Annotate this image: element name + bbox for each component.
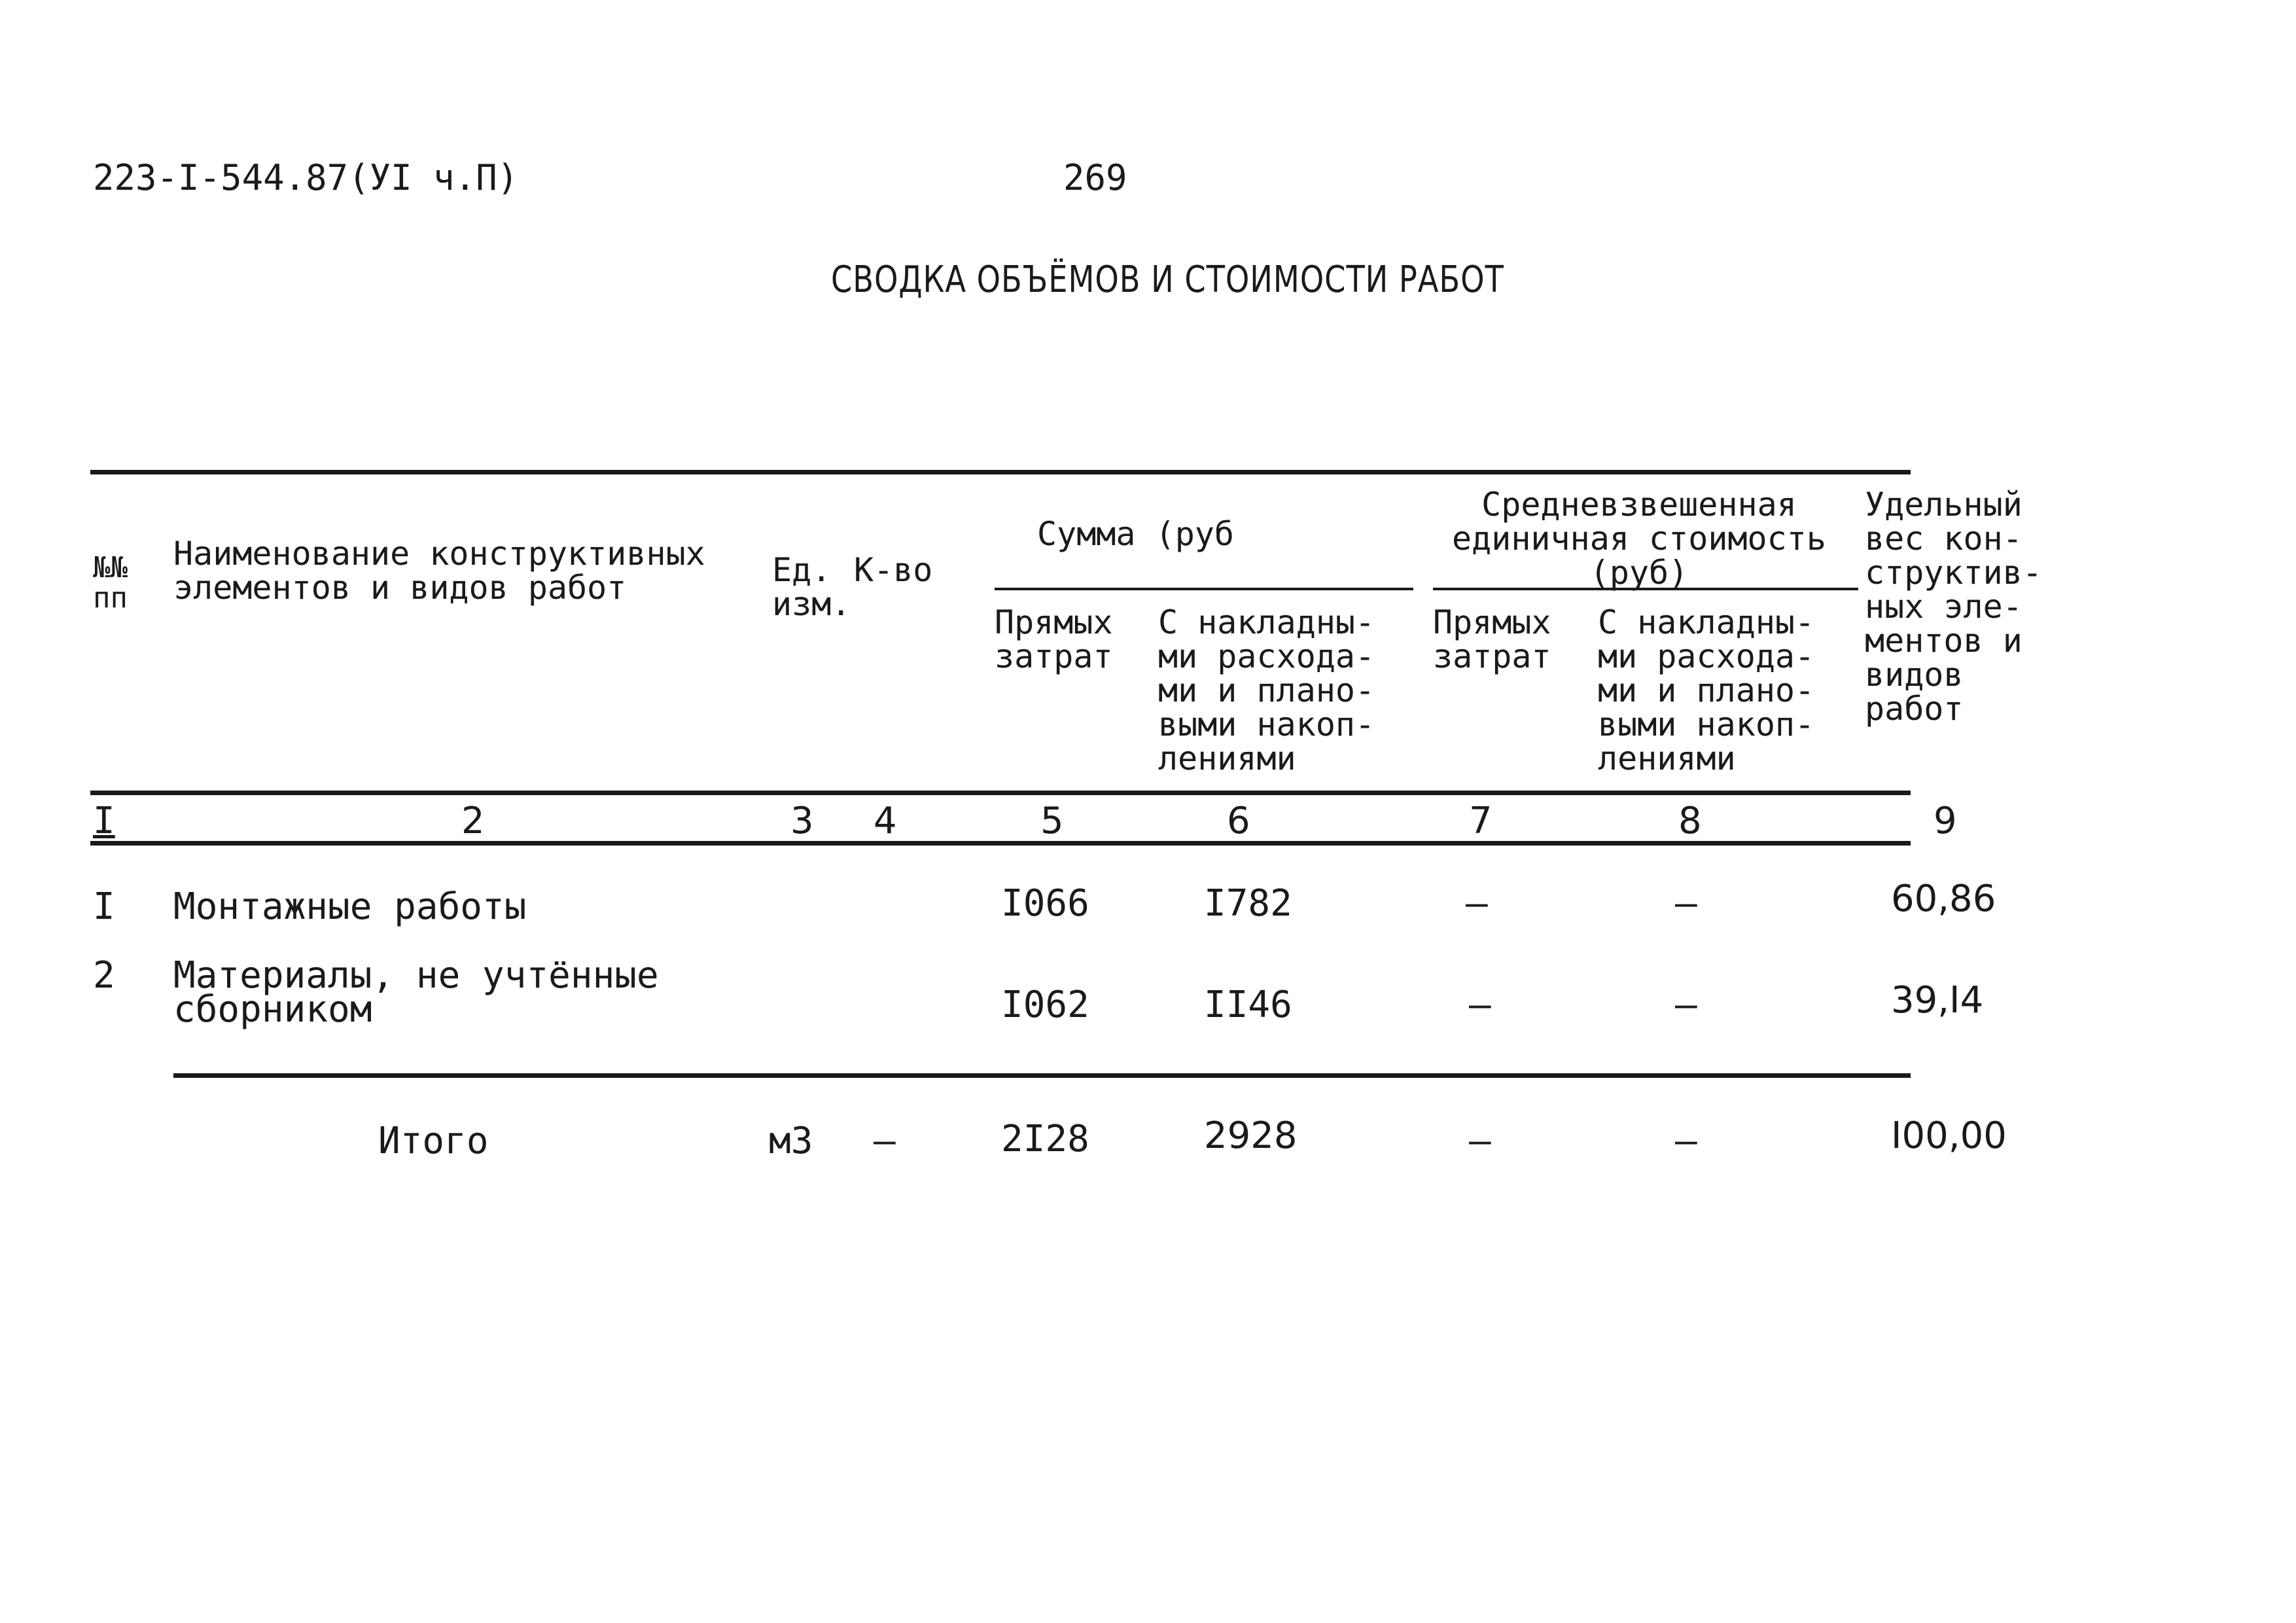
column-number-9: 9 [1934,800,1957,842]
row-avg-overhead: – [1675,882,1697,925]
row-weight: 60,86 [1891,878,1996,920]
column-number-2: 2 [461,800,485,842]
column-number-7: 7 [1469,800,1492,842]
total-sum-direct: 2I28 [1001,1118,1089,1160]
header-avg-direct: Прямых затрат [1433,603,1551,675]
row-avg-direct: – [1466,882,1488,925]
row-name: Материалы, не учтённые сборником [173,954,659,1031]
total-separator-rule [173,1073,1911,1078]
column-numbers-rule [90,841,1911,846]
total-weight: I00,00 [1891,1115,2007,1157]
row-weight: 39,I4 [1891,979,1984,1022]
header-num: №№ пп [93,551,128,615]
header-avg-group: Средневзвешенная единичная стоимость (руб) [1452,486,1826,592]
column-number-5: 5 [1040,800,1064,842]
header-bottom-rule [90,791,1911,795]
row-avg-direct: – [1469,984,1491,1026]
row-sum-overhead: I782 [1204,882,1292,925]
row-sum-overhead: II46 [1204,984,1292,1026]
column-number-3: 3 [790,800,814,842]
column-number-8: 8 [1678,800,1702,842]
row-sum-direct: I062 [1001,984,1089,1026]
header-qty: К-во [854,551,933,589]
page-number: 269 [1063,157,1127,198]
header-avg-overhead: С накладны- ми расхода- ми и плано- выми накоп- лениями [1598,603,1815,777]
document-title: СВОДКА ОБЪЁМОВ И СТОИМОСТИ РАБОТ [831,259,1504,301]
row-num: 2 [93,954,115,997]
column-number-4: 4 [874,800,897,842]
header-name: Наименование конструктивных элементов и видов работ [173,535,705,607]
total-sum-overhead: 2928 [1204,1115,1298,1157]
row-sum-direct: I066 [1001,882,1089,925]
document-code: 223-I-544.87(УI ч.П) [93,157,519,198]
total-unit: м3 [769,1120,813,1162]
total-label: Итого [378,1120,489,1162]
column-number-1: I [93,800,115,842]
sum-group-rule [995,588,1413,590]
header-sum-group: Сумма (руб [1037,515,1235,553]
header-weight: Удельный вес кон- структив- ных эле- ментов и видов работ [1865,486,2042,728]
total-avg-overhead: – [1675,1120,1697,1162]
row-name: Монтажные работы [173,885,527,928]
header-sum-overhead: С накладны- ми расхода- ми и плано- выми накоп- лениями [1158,603,1375,777]
header-sum-direct: Прямых затрат [995,603,1113,675]
column-number-6: 6 [1227,800,1250,842]
row-num: I [93,885,115,928]
row-avg-overhead: – [1675,984,1697,1026]
total-avg-direct: – [1469,1120,1491,1162]
header-unit: Ед. изм. [772,551,851,623]
table-top-rule [90,470,1911,474]
total-qty: – [874,1120,896,1162]
